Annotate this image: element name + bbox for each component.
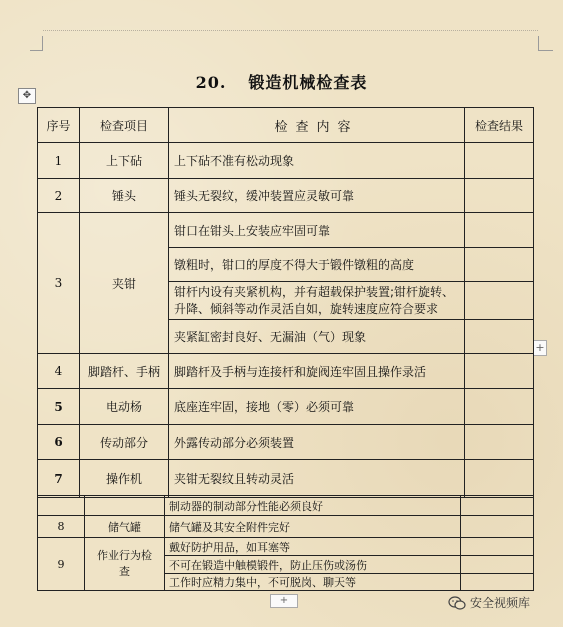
table-header-row — [38, 108, 534, 143]
row-result[interactable] — [461, 574, 534, 591]
row-result[interactable] — [465, 248, 534, 282]
watermark — [448, 594, 530, 611]
row-content: 工作时应精力集中，不可脱岗、聊天等 — [165, 574, 461, 591]
row-result[interactable] — [465, 460, 534, 498]
row-item — [85, 496, 165, 516]
row-seq: 9 — [38, 538, 85, 591]
add-column-button[interactable] — [533, 340, 547, 356]
table-move-handle[interactable] — [18, 88, 36, 104]
table-row — [38, 425, 534, 460]
table-row — [38, 496, 534, 516]
row-content: 钳口在钳头上安装应牢固可靠 — [169, 213, 465, 248]
header-item: 检查项目 — [80, 108, 169, 143]
table-row — [38, 538, 534, 556]
table-row — [38, 354, 534, 389]
plus-icon: + — [279, 595, 289, 606]
row-result[interactable] — [465, 143, 534, 179]
row-result[interactable] — [465, 425, 534, 460]
title-number: 20. — [195, 73, 227, 92]
row-result[interactable] — [465, 282, 534, 320]
inspection-table — [37, 107, 534, 498]
plus-icon: + — [535, 341, 545, 354]
row-content: 制动器的制动部分性能必须良好 — [165, 496, 461, 516]
row-content: 外露传动部分必须装置 — [169, 425, 465, 460]
row-content: 钳杆内设有夹紧机构，并有超载保护装置;钳杆旋转、升降、倾斜等动作灵活自如，旋转速度应符合要求 — [169, 282, 465, 320]
header-result: 检查结果 — [465, 108, 534, 143]
row-result[interactable] — [465, 179, 534, 213]
row-seq: 1 — [38, 143, 80, 179]
row-result[interactable] — [461, 556, 534, 574]
row-item: 储气罐 — [85, 516, 165, 538]
row-content: 不可在锻造中触模锻件，防止压伤或汤伤 — [165, 556, 461, 574]
row-item: 脚踏杆、手柄 — [80, 354, 169, 389]
row-content: 锤头无裂纹，缓冲装置应灵敏可靠 — [169, 179, 465, 213]
row-item: 传动部分 — [80, 425, 169, 460]
row-seq: 4 — [38, 354, 80, 389]
margin-corner-left — [30, 36, 43, 51]
wechat-icon — [448, 596, 466, 610]
move-icon: ✥ — [22, 90, 32, 101]
row-result[interactable] — [465, 389, 534, 425]
row-item: 作业行为检查 — [85, 538, 165, 591]
row-result[interactable] — [461, 516, 534, 538]
row-item: 锤头 — [80, 179, 169, 213]
table-row — [38, 179, 534, 213]
page-title — [0, 70, 563, 93]
row-result[interactable] — [465, 320, 534, 354]
row-seq: 2 — [38, 179, 80, 213]
table-row — [38, 213, 534, 248]
row-content: 底座连牢固，接地（零）必须可靠 — [169, 389, 465, 425]
title-text: 锻造机械检查表 — [248, 73, 368, 92]
row-content: 脚踏杆及手柄与连接杆和旋阀连牢固且操作录活 — [169, 354, 465, 389]
row-content: 上下砧不准有松动现象 — [169, 143, 465, 179]
row-item: 上下砧 — [80, 143, 169, 179]
row-seq: 3 — [38, 213, 80, 354]
table-row — [38, 460, 534, 498]
row-item: 夹钳 — [80, 213, 169, 354]
table-row — [38, 143, 534, 179]
row-result[interactable] — [461, 496, 534, 516]
row-item: 操作机 — [80, 460, 169, 498]
inspection-table-continued — [37, 495, 534, 591]
table-row — [38, 389, 534, 425]
row-seq — [38, 496, 85, 516]
header-rule — [43, 30, 538, 31]
row-content: 夹紧缸密封良好、无漏油（气）现象 — [169, 320, 465, 354]
row-content: 储气罐及其安全附件完好 — [165, 516, 461, 538]
row-item: 电动杨 — [80, 389, 169, 425]
watermark-text: 安全视频库 — [470, 596, 531, 610]
row-content: 镦粗时，钳口的厚度不得大于锻件镦粗的高度 — [169, 248, 465, 282]
table-row — [38, 516, 534, 538]
row-seq: 5 — [38, 389, 80, 425]
row-seq: 8 — [38, 516, 85, 538]
row-seq: 6 — [38, 425, 80, 460]
add-row-button[interactable] — [270, 594, 298, 608]
header-seq: 序号 — [38, 108, 80, 143]
row-result[interactable] — [461, 538, 534, 556]
margin-corner-right — [538, 36, 553, 51]
row-content: 戴好防护用品，如耳塞等 — [165, 538, 461, 556]
row-content: 夹钳无裂纹且转动灵活 — [169, 460, 465, 498]
header-content: 检查内容 — [169, 108, 465, 143]
row-seq: 7 — [38, 460, 80, 498]
row-result[interactable] — [465, 213, 534, 248]
row-result[interactable] — [465, 354, 534, 389]
